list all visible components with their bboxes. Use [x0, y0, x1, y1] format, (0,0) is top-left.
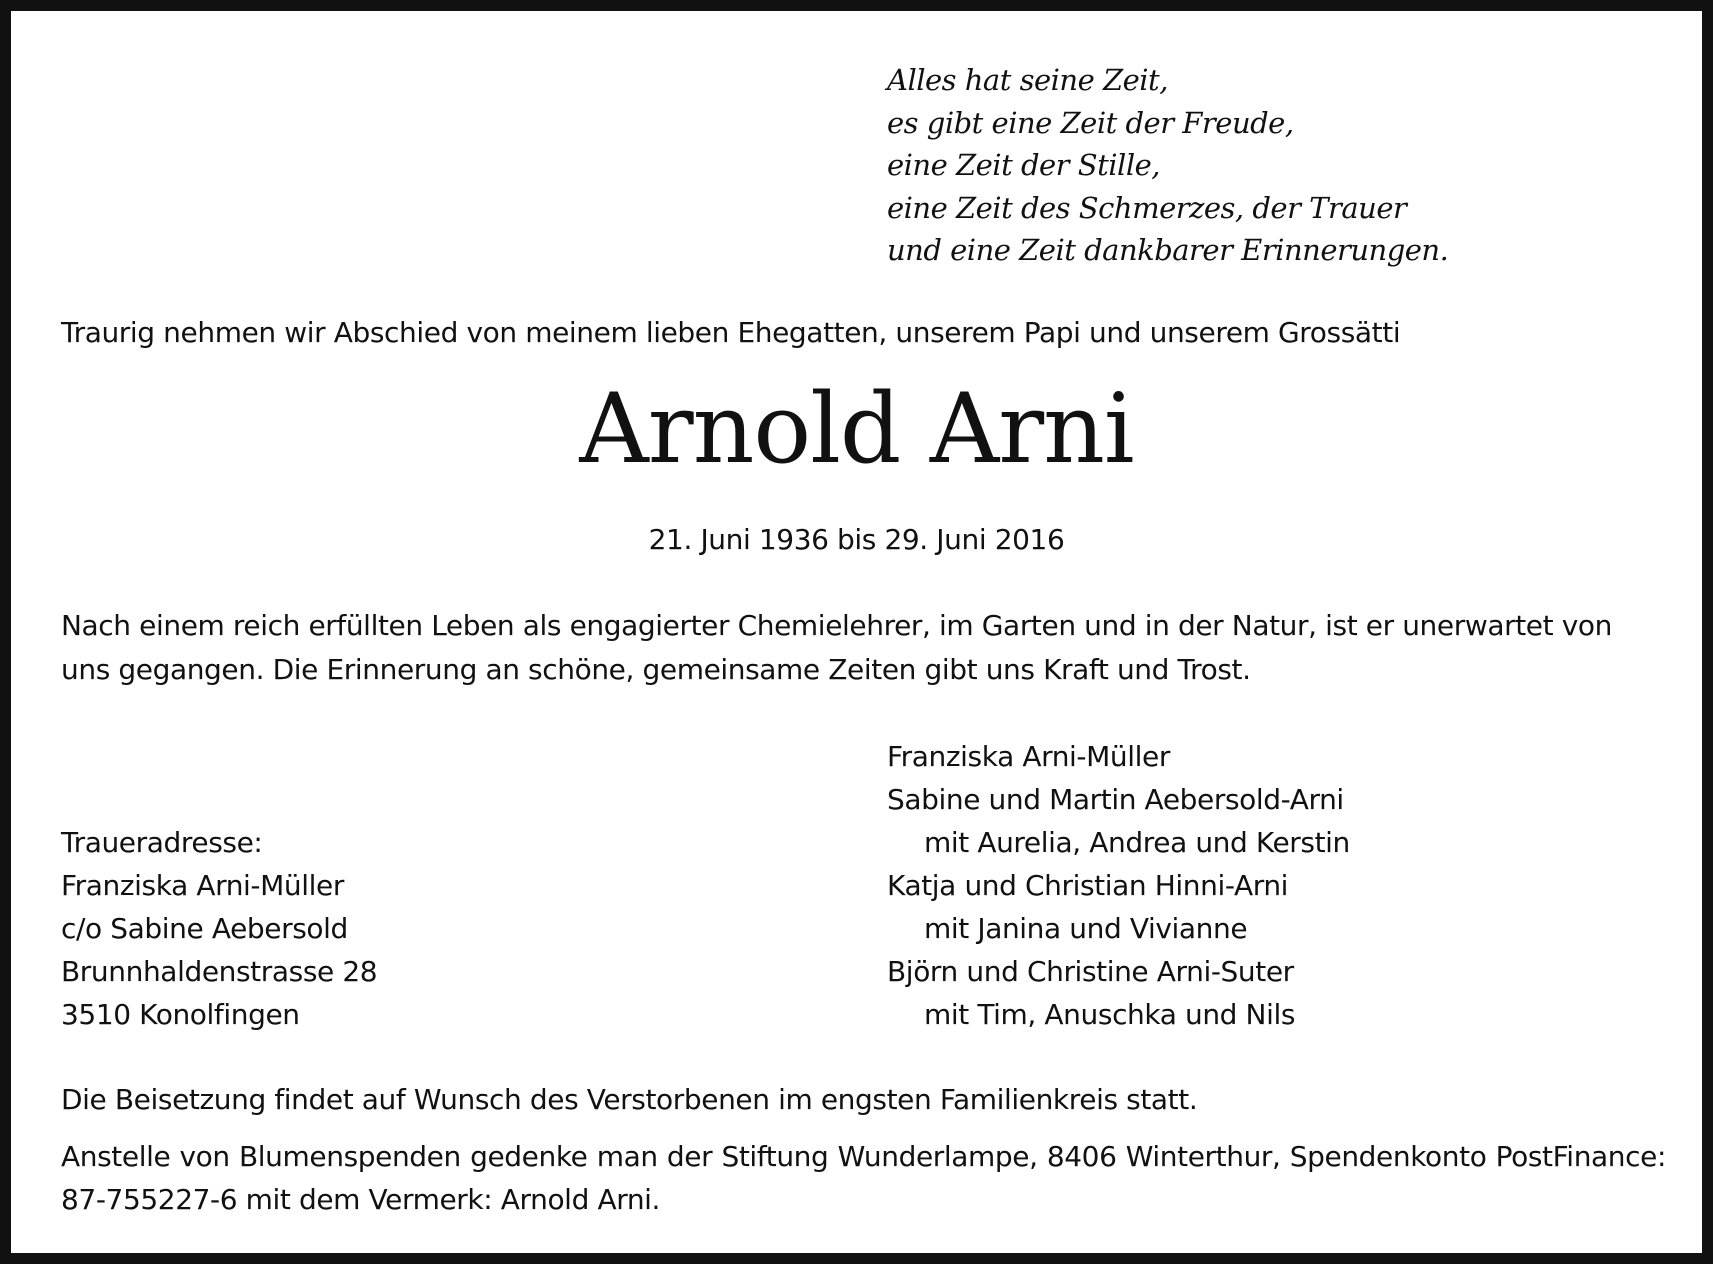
intro-text: Traurig nehmen wir Abschied von meinem lieben Ehegatten, unserem Papi und unserem Grossätti	[61, 316, 1401, 349]
poem-line: und eine Zeit dankbarer Erinnerungen.	[887, 233, 1449, 267]
family-list	[887, 735, 1350, 1036]
poem-line: eine Zeit der Stille,	[887, 148, 1160, 182]
family-member: Sabine und Martin Aebersold-Arni	[887, 783, 1344, 816]
address-line: c/o Sabine Aebersold	[61, 912, 348, 945]
funeral-note: Die Beisetzung findet auf Wunsch des Verstorbenen im engsten Familienkreis statt.	[61, 1083, 1198, 1116]
address-line: Franziska Arni-Müller	[61, 869, 344, 902]
address-line: Brunnhaldenstrasse 28	[61, 955, 378, 988]
address-label: Traueradresse:	[61, 826, 263, 859]
family-member: Katja und Christian Hinni-Arni	[887, 869, 1289, 902]
family-member: Björn und Christine Arni-Suter	[887, 955, 1294, 988]
family-member: Franziska Arni-Müller	[887, 740, 1170, 773]
deceased-name: Arnold Arni	[579, 373, 1134, 485]
tribute-text: Nach einem reich erfüllten Leben als engagierter Chemielehrer, im Garten und in der Natur, ist er unerwartet von uns gegangen. Die Erinnerung an schöne, gemeinsame Zeiten gibt uns Kraft und Trost.	[61, 609, 1612, 686]
poem-line: es gibt eine Zeit der Freude,	[887, 105, 1294, 140]
address-line: 3510 Konolfingen	[61, 998, 300, 1031]
poem	[887, 59, 1448, 272]
mourning-address	[61, 821, 377, 1036]
family-children: mit Janina und Vivianne	[924, 912, 1248, 945]
family-children: mit Tim, Anuschka und Nils	[924, 998, 1296, 1031]
family-children: mit Aurelia, Andrea und Kerstin	[924, 826, 1350, 859]
poem-line: Alles hat seine Zeit,	[887, 63, 1168, 97]
donation-note: Anstelle von Blumenspenden gedenke man der Stiftung Wunderlampe, 8406 Winterthur, Spendenkonto PostFinance: 87-755227-6 mit dem Vermerk: Arnold Arni.	[61, 1140, 1666, 1216]
poem-line: eine Zeit des Schmerzes, der Trauer	[887, 190, 1407, 225]
life-dates: 21. Juni 1936 bis 29. Juni 2016	[648, 523, 1065, 556]
